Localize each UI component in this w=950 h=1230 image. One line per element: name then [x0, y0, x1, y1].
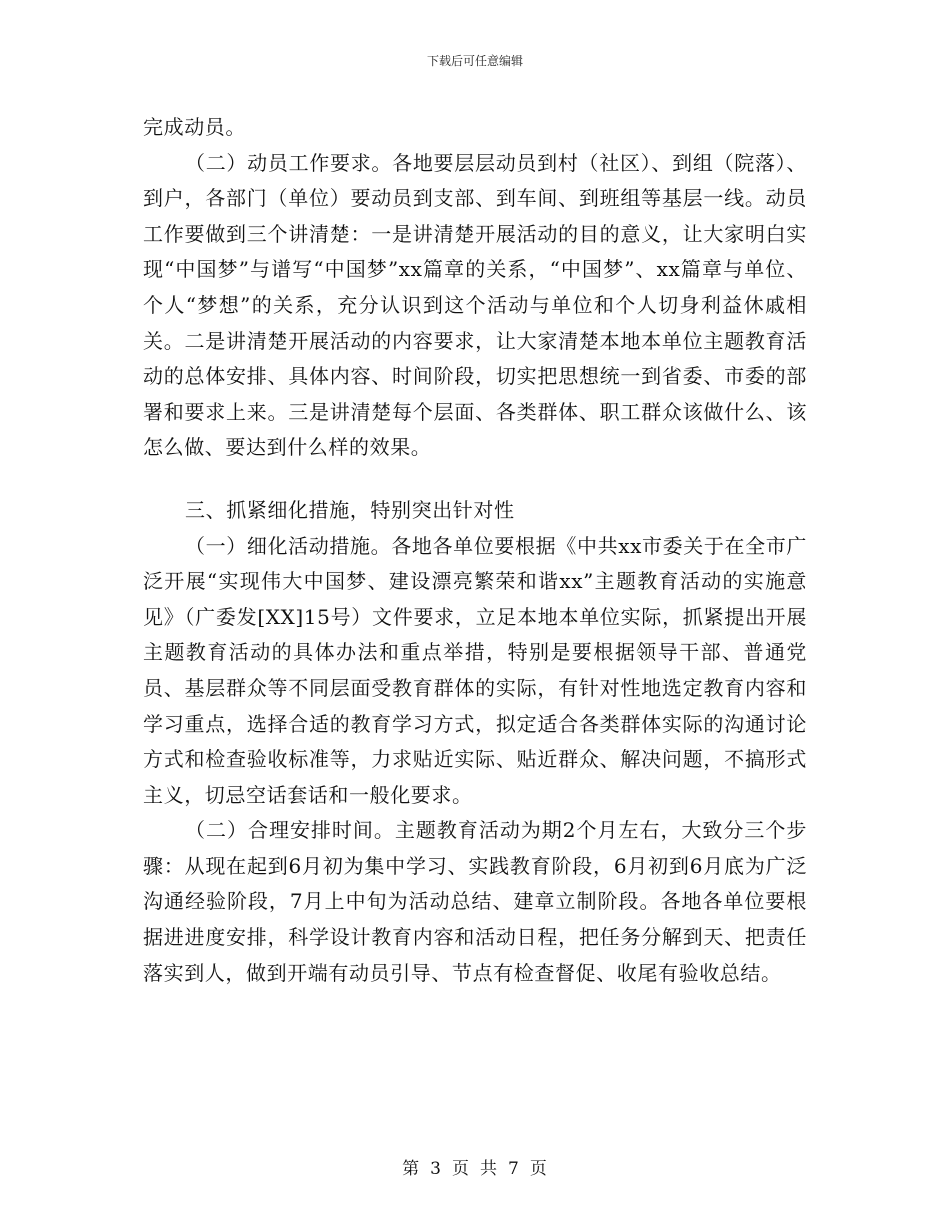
- paragraph-mobilization-requirements: （二）动员工作要求。各地要层层动员到村（社区）、到组（院落）、到户，各部门（单位）要动员到支部、到车间、到班组等基层一线。动员工作要做到三个讲清楚：一是讲清楚开展活动的目的意义，让大家明白实现“中国梦”与谱写“中国梦”xx篇章的关系，“中国梦”、xx篇章与单位、个人“梦想”的关系，充分认识到这个活动与单位和个人切身利益休戚相关。二是讲清楚开展活动的内容要求，让大家清楚本地本单位主题教育活动的总体安排、具体内容、时间阶段，切实把思想统一到省委、市委的部署和要求上来。三是讲清楚每个层面、各类群体、职工群众该做什么、该怎么做、要达到什么样的效果。: [143, 150, 807, 460]
- page-header: 下载后可任意编辑: [426, 54, 523, 68]
- paragraph-refine-measures: （一）细化活动措施。各地各单位要根据《中共xx市委关于在全市广泛开展“实现伟大中国梦、建设漂亮繁荣和谐xx”主题教育活动的实施意见》（广委发[XX]15号）文件要求，立足本地本单位实际，抓紧提出开展主题教育活动的具体办法和重点举措，特别是要根据领导干部、普通党员、基层群众等不同层面受教育群体的实际，有针对性地选定教育内容和学习重点，选择合适的教育学习方式，拟定适合各类群体实际的沟通讨论方式和检查验收标准等，力求贴近实际、贴近群众、解决问题，不搞形式主义，切忌空话套话和一般化要求。: [143, 533, 807, 807]
- footer-current-page: 3: [430, 1159, 442, 1179]
- footer-total-label: 共: [480, 1159, 498, 1179]
- document-body: [143, 110, 807, 991]
- paragraph-arrange-time: （二）合理安排时间。主题教育活动为期2个月左右，大致分三个步骤：从现在起到6月初为集中学习、实践教育阶段，6月初到6月底为广泛沟通经验阶段，7月上中旬为活动总结、建章立制阶段。各地各单位要根据进进度安排，科学设计教育内容和活动日程，把任务分解到天、把责任落实到人，做到开端有动员引导、节点有检查督促、收尾有验收总结。: [143, 818, 807, 985]
- footer-page-word-2: 页: [529, 1159, 548, 1179]
- paragraph-continuation: 完成动员。: [143, 115, 246, 139]
- footer-page-word: 页: [452, 1159, 470, 1179]
- page-footer: [0, 1154, 950, 1179]
- footer-total-pages: 7: [508, 1159, 520, 1179]
- footer-page-label: 第: [402, 1159, 421, 1179]
- section-heading-3: 三、抓紧细化措施，特别突出针对性: [185, 497, 515, 522]
